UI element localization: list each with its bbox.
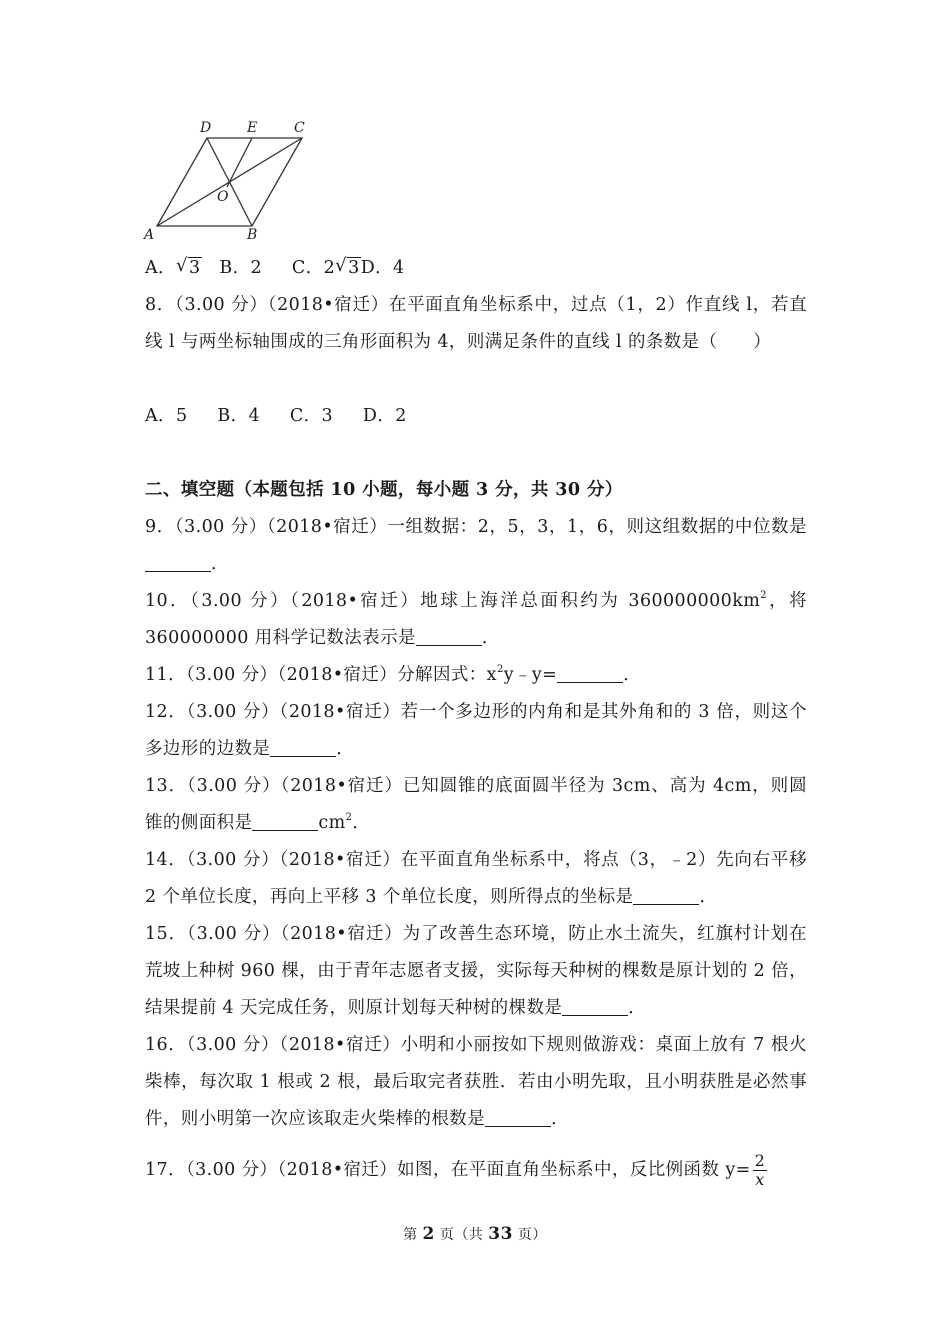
q7-option-b: B．2 — [219, 258, 263, 278]
q8-options — [145, 398, 807, 435]
q16-answer-blank — [485, 1108, 551, 1127]
q7-option-a-sqrt: √ 3 — [175, 255, 201, 278]
question-10 — [145, 583, 807, 657]
footer-total-pages: 33 — [488, 1224, 513, 1244]
q10-end: ． — [481, 628, 500, 648]
q8-option-a: A．5 — [145, 406, 188, 426]
q9-end: ． — [211, 554, 229, 574]
label-e: E — [247, 120, 258, 136]
q10-text-mid: ，将 360000000 用科学记数法表示是 — [145, 591, 807, 648]
q14-end: ． — [699, 887, 718, 907]
q13-end: ． — [352, 813, 371, 833]
label-d: D — [200, 120, 212, 136]
q15-text: 15．（3.00 分）（2018•宿迁）为了改善生态环境，防止水土流失，红旗村计划在荒坡上种树 960 棵，由于青年志愿者支援，实际每天种树的棵数是原计划的 2 倍，结果提前 4 天完成任务，则原计划每天种树的棵数是 — [145, 924, 807, 1018]
q13-text: 13．（3.00 分）（2018•宿迁）已知圆锥的底面圆半径为 3cm、高为 4cm，则圆锥的侧面积是 — [145, 776, 807, 833]
question-16 — [145, 1027, 807, 1138]
question-13 — [145, 768, 807, 842]
label-b: B — [247, 227, 258, 243]
q10-text: 10．（3.00 分）（2018•宿迁）地球上海洋总面积约为 360000000km — [145, 591, 761, 611]
q10-answer-blank — [416, 627, 482, 646]
q17-fraction — [753, 1152, 768, 1189]
q17-fraction-denominator: x — [755, 1170, 765, 1189]
q12-text: 12．（3.00 分）（2018•宿迁）若一个多边形的内角和是其外角和的 3 倍，则这个多边形的边数是 — [145, 702, 807, 759]
question-14 — [145, 842, 807, 916]
parallelogram-figure — [140, 115, 315, 245]
segment-eo — [227, 138, 252, 187]
q13-superscript: 2 — [345, 812, 353, 823]
q15-answer-blank — [562, 997, 628, 1016]
label-o: O — [217, 189, 229, 205]
footer-prefix: 第 — [403, 1227, 418, 1243]
q11-superscript: 2 — [496, 664, 504, 675]
q7-option-c-sqrt: √ 3 — [335, 255, 360, 278]
q8-option-d: D．2 — [362, 406, 407, 426]
q7-option-d: D．4 — [360, 258, 405, 278]
footer-suffix: 页） — [517, 1227, 547, 1243]
label-a: A — [144, 227, 155, 243]
q14-answer-blank — [633, 886, 699, 905]
footer-page-number: 2 — [422, 1224, 435, 1244]
q14-text: 14．（3.00 分）（2018•宿迁）在平面直角坐标系中，将点（3，﹣2）先向右平移 2 个单位长度，再向上平移 3 个单位长度，则所得点的坐标是 — [145, 850, 807, 907]
question-9 — [145, 509, 807, 583]
parallelogram-diagram — [140, 115, 315, 245]
q11-text: 11．（3.00 分）（2018•宿迁）分解因式：x — [145, 665, 497, 685]
q11-text-mid: y﹣y= — [503, 665, 558, 685]
q9-text: 9．（3.00 分）（2018•宿迁）一组数据：2，5，3，1，6，则这组数据的中位数是 — [145, 517, 807, 537]
section-2-title: 二、填空题（本题包括 10 小题，每小题 3 分，共 30 分） — [145, 480, 623, 500]
q11-end: ． — [623, 665, 642, 685]
question-17 — [145, 1152, 807, 1189]
q16-end: ． — [551, 1109, 570, 1129]
q16-text: 16．（3.00 分）（2018•宿迁）小明和小丽按如下规则做游戏：桌面上放有 7 根火柴棒，每次取 1 根或 2 根，最后取完者获胜．若由小明先取，且小明获胜是必然事件，则小明第一次应该取走火柴棒的根数是 — [145, 1035, 807, 1129]
q13-answer-blank — [252, 812, 318, 831]
footer-middle: 页（共 — [439, 1227, 484, 1243]
q7-option-c-prefix: C．2 — [291, 258, 336, 278]
q17-fraction-numerator: 2 — [754, 1151, 766, 1170]
q8-option-b: B．4 — [217, 406, 261, 426]
q12-end: ． — [336, 739, 355, 759]
q7-option-a-prefix: A． — [145, 258, 176, 278]
page-footer — [0, 1224, 950, 1244]
question-11 — [145, 657, 807, 694]
q10-superscript: 2 — [760, 590, 767, 601]
q12-answer-blank — [270, 738, 336, 757]
question-12 — [145, 694, 807, 768]
question-8 — [145, 287, 807, 361]
q17-text: 17．（3.00 分）（2018•宿迁）如图，在平面直角坐标系中，反比例函数 y= — [145, 1160, 751, 1180]
q11-answer-blank — [557, 664, 623, 683]
q15-end: ． — [628, 998, 647, 1018]
q9-answer-blank — [145, 553, 211, 572]
question-15 — [145, 916, 807, 1027]
q8-option-c: C．3 — [289, 406, 334, 426]
q13-unit: cm — [318, 813, 346, 833]
q7-options — [145, 250, 807, 287]
q8-text: 8．（3.00 分）（2018•宿迁）在平面直角坐标系中，过点（1，2）作直线 l，若直线 l 与两坐标轴围成的三角形面积为 4，则满足条件的直线 l 的条数是（ ） — [145, 295, 807, 352]
label-c: C — [294, 120, 305, 136]
